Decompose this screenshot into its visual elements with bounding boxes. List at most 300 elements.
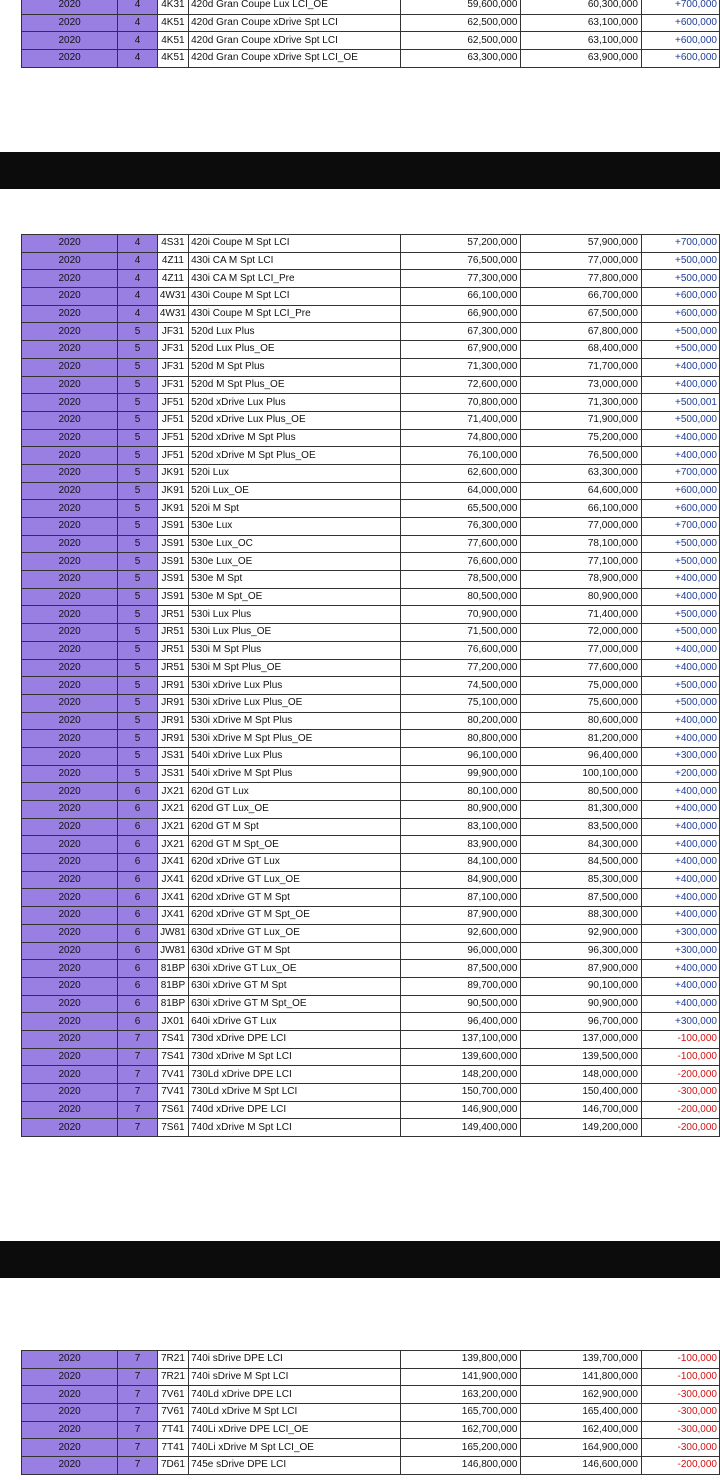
model-code-cell: 4Z11 bbox=[157, 270, 188, 288]
new-price-cell: 90,100,000 bbox=[521, 977, 642, 995]
table-row bbox=[22, 995, 720, 1013]
model-name-cell: 620d GT Lux_OE bbox=[189, 801, 401, 819]
table-row bbox=[22, 712, 720, 730]
series-cell: 6 bbox=[118, 801, 158, 819]
table-row bbox=[22, 235, 720, 253]
series-cell: 5 bbox=[118, 500, 158, 518]
series-cell: 4 bbox=[118, 305, 158, 323]
old-price-cell: 84,900,000 bbox=[400, 871, 521, 889]
year-cell: 2020 bbox=[22, 606, 118, 624]
series-cell: 5 bbox=[118, 358, 158, 376]
year-cell: 2020 bbox=[22, 659, 118, 677]
year-cell: 2020 bbox=[22, 783, 118, 801]
year-cell: 2020 bbox=[22, 518, 118, 536]
old-price-cell: 74,800,000 bbox=[400, 429, 521, 447]
new-price-cell: 66,100,000 bbox=[521, 500, 642, 518]
year-cell: 2020 bbox=[22, 500, 118, 518]
year-cell: 2020 bbox=[22, 270, 118, 288]
model-name-cell: 520i Lux bbox=[189, 464, 401, 482]
model-name-cell: 520d M Spt Plus_OE bbox=[189, 376, 401, 394]
series-cell: 6 bbox=[118, 889, 158, 907]
year-cell: 2020 bbox=[22, 924, 118, 942]
year-cell: 2020 bbox=[22, 907, 118, 925]
new-price-cell: 57,900,000 bbox=[521, 235, 642, 253]
price-diff-cell: +500,000 bbox=[641, 270, 719, 288]
model-code-cell: JK91 bbox=[157, 500, 188, 518]
series-cell: 7 bbox=[118, 1351, 158, 1369]
model-name-cell: 620d xDrive GT M Spt bbox=[189, 889, 401, 907]
price-table-3-container bbox=[0, 1350, 720, 1475]
year-cell: 2020 bbox=[22, 801, 118, 819]
new-price-cell: 67,800,000 bbox=[521, 323, 642, 341]
old-price-cell: 162,700,000 bbox=[400, 1421, 521, 1439]
new-price-cell: 75,000,000 bbox=[521, 677, 642, 695]
model-name-cell: 630d xDrive GT M Spt bbox=[189, 942, 401, 960]
model-name-cell: 420i Coupe M Spt LCI bbox=[189, 235, 401, 253]
table-row bbox=[22, 1048, 720, 1066]
series-cell: 5 bbox=[118, 606, 158, 624]
model-name-cell: 740d xDrive DPE LCI bbox=[189, 1101, 401, 1119]
old-price-cell: 62,500,000 bbox=[400, 32, 521, 50]
model-code-cell: JX21 bbox=[157, 818, 188, 836]
new-price-cell: 96,400,000 bbox=[521, 747, 642, 765]
price-diff-cell: +500,000 bbox=[641, 694, 719, 712]
model-code-cell: JF51 bbox=[157, 447, 188, 465]
year-cell: 2020 bbox=[22, 1421, 118, 1439]
old-price-cell: 77,600,000 bbox=[400, 535, 521, 553]
new-price-cell: 80,600,000 bbox=[521, 712, 642, 730]
table-row bbox=[22, 464, 720, 482]
price-diff-cell: +700,000 bbox=[641, 0, 719, 14]
table-row bbox=[22, 270, 720, 288]
price-diff-cell: +400,000 bbox=[641, 889, 719, 907]
model-name-cell: 730Ld xDrive DPE LCI bbox=[189, 1066, 401, 1084]
price-diff-cell: +500,000 bbox=[641, 553, 719, 571]
model-code-cell: JX41 bbox=[157, 871, 188, 889]
price-diff-cell: +400,000 bbox=[641, 960, 719, 978]
new-price-cell: 71,300,000 bbox=[521, 394, 642, 412]
series-cell: 7 bbox=[118, 1048, 158, 1066]
model-name-cell: 430i Coupe M Spt LCI_Pre bbox=[189, 305, 401, 323]
table-row bbox=[22, 871, 720, 889]
table-row bbox=[22, 429, 720, 447]
year-cell: 2020 bbox=[22, 588, 118, 606]
price-diff-cell: -100,000 bbox=[641, 1030, 719, 1048]
year-cell: 2020 bbox=[22, 447, 118, 465]
price-diff-cell: -300,000 bbox=[641, 1084, 719, 1102]
new-price-cell: 149,200,000 bbox=[521, 1119, 642, 1137]
model-code-cell: 7S41 bbox=[157, 1048, 188, 1066]
old-price-cell: 65,500,000 bbox=[400, 500, 521, 518]
new-price-cell: 73,000,000 bbox=[521, 376, 642, 394]
year-cell: 2020 bbox=[22, 624, 118, 642]
year-cell: 2020 bbox=[22, 50, 118, 68]
new-price-cell: 85,300,000 bbox=[521, 871, 642, 889]
price-diff-cell: +300,000 bbox=[641, 942, 719, 960]
model-name-cell: 530e Lux_OE bbox=[189, 553, 401, 571]
price-diff-cell: +400,000 bbox=[641, 429, 719, 447]
new-price-cell: 81,300,000 bbox=[521, 801, 642, 819]
model-code-cell: JS31 bbox=[157, 747, 188, 765]
series-cell: 4 bbox=[118, 0, 158, 14]
old-price-cell: 70,900,000 bbox=[400, 606, 521, 624]
screenshot-separator-band-2 bbox=[0, 1241, 720, 1278]
model-name-cell: 740d xDrive M Spt LCI bbox=[189, 1119, 401, 1137]
new-price-cell: 71,400,000 bbox=[521, 606, 642, 624]
old-price-cell: 80,900,000 bbox=[400, 801, 521, 819]
old-price-cell: 139,800,000 bbox=[400, 1351, 521, 1369]
series-cell: 5 bbox=[118, 588, 158, 606]
model-code-cell: JS91 bbox=[157, 518, 188, 536]
table-row bbox=[22, 730, 720, 748]
price-diff-cell: -100,000 bbox=[641, 1351, 719, 1369]
model-name-cell: 730d xDrive DPE LCI bbox=[189, 1030, 401, 1048]
old-price-cell: 78,500,000 bbox=[400, 571, 521, 589]
new-price-cell: 78,100,000 bbox=[521, 535, 642, 553]
year-cell: 2020 bbox=[22, 1101, 118, 1119]
year-cell: 2020 bbox=[22, 376, 118, 394]
screenshot-separator-band-1 bbox=[0, 152, 720, 189]
price-diff-cell: +500,000 bbox=[641, 411, 719, 429]
year-cell: 2020 bbox=[22, 730, 118, 748]
model-code-cell: 7S41 bbox=[157, 1030, 188, 1048]
series-cell: 7 bbox=[118, 1439, 158, 1457]
old-price-cell: 99,900,000 bbox=[400, 765, 521, 783]
price-diff-cell: -100,000 bbox=[641, 1048, 719, 1066]
old-price-cell: 96,400,000 bbox=[400, 1013, 521, 1031]
model-name-cell: 530e Lux_OC bbox=[189, 535, 401, 553]
table-row bbox=[22, 1386, 720, 1404]
table-row bbox=[22, 1084, 720, 1102]
series-cell: 5 bbox=[118, 694, 158, 712]
model-code-cell: 4K31 bbox=[157, 0, 188, 14]
new-price-cell: 90,900,000 bbox=[521, 995, 642, 1013]
model-name-cell: 630i xDrive GT M Spt bbox=[189, 977, 401, 995]
new-price-cell: 63,300,000 bbox=[521, 464, 642, 482]
old-price-cell: 72,600,000 bbox=[400, 376, 521, 394]
old-price-cell: 137,100,000 bbox=[400, 1030, 521, 1048]
new-price-cell: 71,900,000 bbox=[521, 411, 642, 429]
model-name-cell: 520d xDrive Lux Plus bbox=[189, 394, 401, 412]
year-cell: 2020 bbox=[22, 977, 118, 995]
old-price-cell: 64,000,000 bbox=[400, 482, 521, 500]
new-price-cell: 92,900,000 bbox=[521, 924, 642, 942]
new-price-cell: 63,100,000 bbox=[521, 14, 642, 32]
model-code-cell: 4Z11 bbox=[157, 252, 188, 270]
year-cell: 2020 bbox=[22, 942, 118, 960]
model-name-cell: 430i Coupe M Spt LCI bbox=[189, 288, 401, 306]
old-price-cell: 165,200,000 bbox=[400, 1439, 521, 1457]
year-cell: 2020 bbox=[22, 1030, 118, 1048]
series-cell: 4 bbox=[118, 50, 158, 68]
model-name-cell: 630i xDrive GT M Spt_OE bbox=[189, 995, 401, 1013]
model-name-cell: 745e sDrive DPE LCI bbox=[189, 1457, 401, 1475]
year-cell: 2020 bbox=[22, 1119, 118, 1137]
new-price-cell: 83,500,000 bbox=[521, 818, 642, 836]
new-price-cell: 77,000,000 bbox=[521, 641, 642, 659]
table-row bbox=[22, 606, 720, 624]
year-cell: 2020 bbox=[22, 323, 118, 341]
old-price-cell: 66,100,000 bbox=[400, 288, 521, 306]
model-name-cell: 540i xDrive Lux Plus bbox=[189, 747, 401, 765]
series-cell: 5 bbox=[118, 447, 158, 465]
new-price-cell: 81,200,000 bbox=[521, 730, 642, 748]
model-code-cell: 7V41 bbox=[157, 1084, 188, 1102]
price-table-3 bbox=[21, 1350, 720, 1475]
year-cell: 2020 bbox=[22, 960, 118, 978]
year-cell: 2020 bbox=[22, 1439, 118, 1457]
model-code-cell: 7T41 bbox=[157, 1439, 188, 1457]
series-cell: 5 bbox=[118, 518, 158, 536]
model-code-cell: JR91 bbox=[157, 712, 188, 730]
price-diff-cell: +400,000 bbox=[641, 836, 719, 854]
table-row bbox=[22, 801, 720, 819]
model-name-cell: 520d Lux Plus bbox=[189, 323, 401, 341]
table-row bbox=[22, 1404, 720, 1422]
year-cell: 2020 bbox=[22, 1048, 118, 1066]
model-code-cell: JS91 bbox=[157, 571, 188, 589]
price-diff-cell: +300,000 bbox=[641, 747, 719, 765]
new-price-cell: 71,700,000 bbox=[521, 358, 642, 376]
price-diff-cell: +400,000 bbox=[641, 730, 719, 748]
table-row bbox=[22, 305, 720, 323]
model-name-cell: 620d xDrive GT Lux_OE bbox=[189, 871, 401, 889]
new-price-cell: 87,500,000 bbox=[521, 889, 642, 907]
old-price-cell: 71,300,000 bbox=[400, 358, 521, 376]
model-name-cell: 520d xDrive M Spt Plus bbox=[189, 429, 401, 447]
table-row bbox=[22, 447, 720, 465]
model-code-cell: 4W31 bbox=[157, 288, 188, 306]
new-price-cell: 80,500,000 bbox=[521, 783, 642, 801]
table-row bbox=[22, 553, 720, 571]
table-row bbox=[22, 1030, 720, 1048]
model-name-cell: 730Ld xDrive M Spt LCI bbox=[189, 1084, 401, 1102]
new-price-cell: 72,000,000 bbox=[521, 624, 642, 642]
model-code-cell: 81BP bbox=[157, 995, 188, 1013]
new-price-cell: 76,500,000 bbox=[521, 447, 642, 465]
year-cell: 2020 bbox=[22, 358, 118, 376]
year-cell: 2020 bbox=[22, 1066, 118, 1084]
price-diff-cell: +700,000 bbox=[641, 464, 719, 482]
new-price-cell: 75,600,000 bbox=[521, 694, 642, 712]
model-name-cell: 520d xDrive Lux Plus_OE bbox=[189, 411, 401, 429]
year-cell: 2020 bbox=[22, 1013, 118, 1031]
model-code-cell: JX41 bbox=[157, 907, 188, 925]
year-cell: 2020 bbox=[22, 535, 118, 553]
model-name-cell: 420d Gran Coupe xDrive Spt LCI_OE bbox=[189, 50, 401, 68]
price-diff-cell: +500,000 bbox=[641, 341, 719, 359]
price-diff-cell: -300,000 bbox=[641, 1404, 719, 1422]
old-price-cell: 148,200,000 bbox=[400, 1066, 521, 1084]
series-cell: 5 bbox=[118, 730, 158, 748]
model-name-cell: 520d Lux Plus_OE bbox=[189, 341, 401, 359]
price-diff-cell: +600,000 bbox=[641, 50, 719, 68]
price-diff-cell: +400,000 bbox=[641, 659, 719, 677]
model-name-cell: 420d Gran Coupe Lux LCI_OE bbox=[189, 0, 401, 14]
model-name-cell: 630d xDrive GT Lux_OE bbox=[189, 924, 401, 942]
model-name-cell: 520d M Spt Plus bbox=[189, 358, 401, 376]
new-price-cell: 67,500,000 bbox=[521, 305, 642, 323]
old-price-cell: 80,500,000 bbox=[400, 588, 521, 606]
model-name-cell: 740Ld xDrive M Spt LCI bbox=[189, 1404, 401, 1422]
table-row bbox=[22, 836, 720, 854]
table-row bbox=[22, 588, 720, 606]
model-name-cell: 620d GT M Spt bbox=[189, 818, 401, 836]
model-name-cell: 530e M Spt_OE bbox=[189, 588, 401, 606]
model-name-cell: 540i xDrive M Spt Plus bbox=[189, 765, 401, 783]
series-cell: 5 bbox=[118, 464, 158, 482]
model-code-cell: JK91 bbox=[157, 464, 188, 482]
table-row bbox=[22, 32, 720, 50]
table-row bbox=[22, 1066, 720, 1084]
model-code-cell: JS91 bbox=[157, 535, 188, 553]
price-diff-cell: +500,000 bbox=[641, 323, 719, 341]
new-price-cell: 150,400,000 bbox=[521, 1084, 642, 1102]
model-code-cell: 7D61 bbox=[157, 1457, 188, 1475]
new-price-cell: 139,700,000 bbox=[521, 1351, 642, 1369]
model-name-cell: 420d Gran Coupe xDrive Spt LCI bbox=[189, 32, 401, 50]
table-row bbox=[22, 765, 720, 783]
year-cell: 2020 bbox=[22, 1368, 118, 1386]
series-cell: 5 bbox=[118, 394, 158, 412]
price-table-2-container bbox=[0, 234, 720, 1137]
old-price-cell: 76,100,000 bbox=[400, 447, 521, 465]
price-diff-cell: +400,000 bbox=[641, 588, 719, 606]
new-price-cell: 162,400,000 bbox=[521, 1421, 642, 1439]
table-row bbox=[22, 624, 720, 642]
model-name-cell: 430i CA M Spt LCI bbox=[189, 252, 401, 270]
year-cell: 2020 bbox=[22, 1386, 118, 1404]
series-cell: 7 bbox=[118, 1066, 158, 1084]
year-cell: 2020 bbox=[22, 341, 118, 359]
series-cell: 5 bbox=[118, 376, 158, 394]
table-row bbox=[22, 1457, 720, 1475]
model-name-cell: 530i xDrive Lux Plus_OE bbox=[189, 694, 401, 712]
new-price-cell: 77,000,000 bbox=[521, 252, 642, 270]
series-cell: 7 bbox=[118, 1084, 158, 1102]
price-diff-cell: +200,000 bbox=[641, 765, 719, 783]
model-code-cell: 7V61 bbox=[157, 1386, 188, 1404]
model-code-cell: JX21 bbox=[157, 836, 188, 854]
old-price-cell: 89,700,000 bbox=[400, 977, 521, 995]
old-price-cell: 87,500,000 bbox=[400, 960, 521, 978]
new-price-cell: 87,900,000 bbox=[521, 960, 642, 978]
series-cell: 6 bbox=[118, 871, 158, 889]
model-name-cell: 430i CA M Spt LCI_Pre bbox=[189, 270, 401, 288]
table-row bbox=[22, 358, 720, 376]
model-code-cell: JW81 bbox=[157, 942, 188, 960]
model-name-cell: 420d Gran Coupe xDrive Spt LCI bbox=[189, 14, 401, 32]
model-name-cell: 740Li xDrive M Spt LCI_OE bbox=[189, 1439, 401, 1457]
old-price-cell: 66,900,000 bbox=[400, 305, 521, 323]
table-row bbox=[22, 1368, 720, 1386]
model-name-cell: 520d xDrive M Spt Plus_OE bbox=[189, 447, 401, 465]
new-price-cell: 165,400,000 bbox=[521, 1404, 642, 1422]
model-code-cell: 7V41 bbox=[157, 1066, 188, 1084]
series-cell: 5 bbox=[118, 747, 158, 765]
series-cell: 6 bbox=[118, 924, 158, 942]
old-price-cell: 84,100,000 bbox=[400, 854, 521, 872]
table-row bbox=[22, 500, 720, 518]
price-diff-cell: +700,000 bbox=[641, 518, 719, 536]
table-row bbox=[22, 960, 720, 978]
year-cell: 2020 bbox=[22, 995, 118, 1013]
model-code-cell: JS31 bbox=[157, 765, 188, 783]
series-cell: 5 bbox=[118, 677, 158, 695]
new-price-cell: 78,900,000 bbox=[521, 571, 642, 589]
price-diff-cell: +400,000 bbox=[641, 571, 719, 589]
table-row bbox=[22, 252, 720, 270]
year-cell: 2020 bbox=[22, 889, 118, 907]
table-row bbox=[22, 694, 720, 712]
model-code-cell: 81BP bbox=[157, 977, 188, 995]
price-diff-cell: +600,000 bbox=[641, 500, 719, 518]
year-cell: 2020 bbox=[22, 765, 118, 783]
old-price-cell: 59,600,000 bbox=[400, 0, 521, 14]
old-price-cell: 96,100,000 bbox=[400, 747, 521, 765]
year-cell: 2020 bbox=[22, 677, 118, 695]
series-cell: 5 bbox=[118, 659, 158, 677]
year-cell: 2020 bbox=[22, 429, 118, 447]
table-row bbox=[22, 977, 720, 995]
new-price-cell: 164,900,000 bbox=[521, 1439, 642, 1457]
old-price-cell: 87,100,000 bbox=[400, 889, 521, 907]
new-price-cell: 66,700,000 bbox=[521, 288, 642, 306]
series-cell: 7 bbox=[118, 1101, 158, 1119]
year-cell: 2020 bbox=[22, 854, 118, 872]
model-code-cell: JR91 bbox=[157, 730, 188, 748]
model-code-cell: 7S61 bbox=[157, 1101, 188, 1119]
price-diff-cell: +600,000 bbox=[641, 305, 719, 323]
old-price-cell: 76,600,000 bbox=[400, 641, 521, 659]
model-code-cell: JS91 bbox=[157, 588, 188, 606]
model-code-cell: JX41 bbox=[157, 889, 188, 907]
model-code-cell: JF31 bbox=[157, 358, 188, 376]
table-row bbox=[22, 747, 720, 765]
model-code-cell: 81BP bbox=[157, 960, 188, 978]
model-code-cell: 7R21 bbox=[157, 1351, 188, 1369]
new-price-cell: 84,500,000 bbox=[521, 854, 642, 872]
price-table-1 bbox=[21, 0, 720, 68]
new-price-cell: 146,700,000 bbox=[521, 1101, 642, 1119]
new-price-cell: 77,800,000 bbox=[521, 270, 642, 288]
old-price-cell: 70,800,000 bbox=[400, 394, 521, 412]
new-price-cell: 100,100,000 bbox=[521, 765, 642, 783]
price-diff-cell: +400,000 bbox=[641, 376, 719, 394]
table-row bbox=[22, 641, 720, 659]
table-row bbox=[22, 818, 720, 836]
model-code-cell: JF51 bbox=[157, 411, 188, 429]
price-diff-cell: -300,000 bbox=[641, 1386, 719, 1404]
model-name-cell: 530i M Spt Plus_OE bbox=[189, 659, 401, 677]
table-row bbox=[22, 14, 720, 32]
model-name-cell: 530i xDrive M Spt Plus bbox=[189, 712, 401, 730]
price-diff-cell: +600,000 bbox=[641, 32, 719, 50]
model-code-cell: JX01 bbox=[157, 1013, 188, 1031]
model-name-cell: 640i xDrive GT Lux bbox=[189, 1013, 401, 1031]
new-price-cell: 68,400,000 bbox=[521, 341, 642, 359]
model-name-cell: 630i xDrive GT Lux_OE bbox=[189, 960, 401, 978]
price-diff-cell: +400,000 bbox=[641, 801, 719, 819]
old-price-cell: 62,500,000 bbox=[400, 14, 521, 32]
series-cell: 5 bbox=[118, 641, 158, 659]
old-price-cell: 165,700,000 bbox=[400, 1404, 521, 1422]
model-name-cell: 620d GT M Spt_OE bbox=[189, 836, 401, 854]
year-cell: 2020 bbox=[22, 1351, 118, 1369]
table-row bbox=[22, 1119, 720, 1137]
year-cell: 2020 bbox=[22, 553, 118, 571]
model-code-cell: JX21 bbox=[157, 801, 188, 819]
